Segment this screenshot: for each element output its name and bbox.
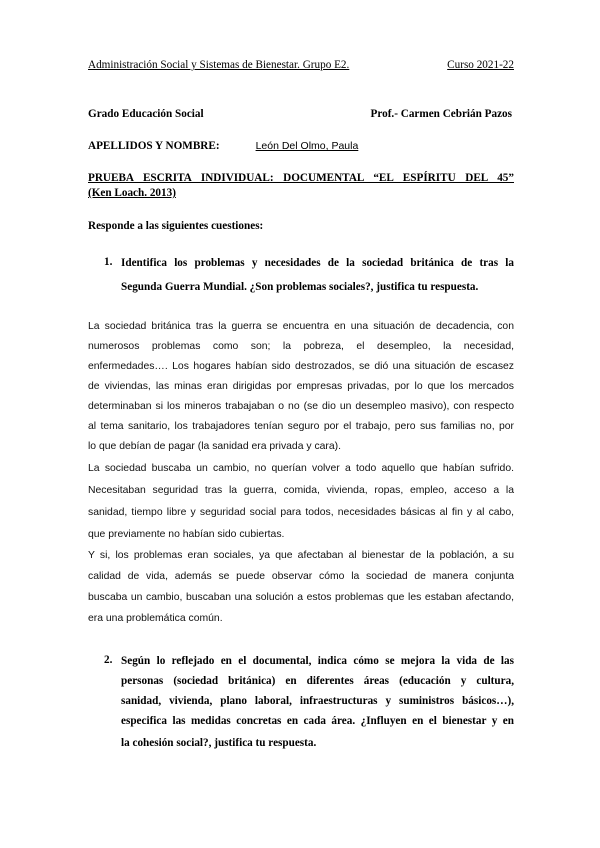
exam-title: PRUEBA ESCRITA INDIVIDUAL: DOCUMENTAL “EL ESPÍRITU DEL 45” bbox=[88, 172, 514, 184]
student-name-row bbox=[88, 139, 514, 153]
instructions: Responde a las siguientes cuestiones: bbox=[88, 220, 264, 232]
professor: Prof.- Carmen Cebrián Pazos bbox=[370, 108, 512, 120]
question-2-line: Según lo reflejado en el documental, indica cómo se mejora la vida de las bbox=[121, 655, 514, 667]
question-2-line: especifica las medidas concretas en cada área. ¿Influyen en el bienestar y en bbox=[121, 715, 514, 727]
answer-1-line: determinaban si los mineros trabajaban o no (se dio un desempleo masivo), con respecto bbox=[88, 401, 514, 412]
answer-1-line: que previamente no habían sido cubiertas. bbox=[88, 529, 285, 540]
student-name: León Del Olmo, Paula bbox=[255, 140, 359, 152]
answer-1-line: de viviendas, las minas eran dirigidas por empresas privadas, por lo que los mercados bbox=[88, 381, 514, 392]
answer-1-line: La sociedad británica tras la guerra se encuentra en una situación de decadencia, con bbox=[88, 321, 514, 332]
question-2-line: personas (sociedad británica) en diferentes áreas (educación y cultura, bbox=[121, 675, 514, 687]
course-group: Administración Social y Sistemas de Bienestar. Grupo E2. bbox=[88, 59, 350, 71]
question-1-line: Identifica los problemas y necesidades de la sociedad británica de tras la bbox=[121, 257, 514, 269]
question-1-number: 1. bbox=[104, 256, 113, 268]
answer-1-line: enfermedades…. Los hogares habían sido destrozados, se dió una situación de escasez bbox=[88, 361, 514, 372]
name-value bbox=[220, 139, 359, 153]
answer-1-line: sanidad, tiempo libre y seguridad social para todos, necesidades básicas al fin y al cabo, bbox=[88, 507, 514, 518]
course-year: Curso 2021-22 bbox=[447, 59, 514, 71]
header-row-course bbox=[88, 58, 514, 72]
answer-1-line: Necesitaban seguridad tras la guerra, comida, vivienda, ropas, empleo, acceso a la bbox=[88, 485, 514, 496]
answer-1-line: Y si, los problemas eran sociales, ya que afectaban al bienestar de la población, a su bbox=[88, 550, 514, 561]
question-2-line: la cohesión social?, justifica tu respuesta. bbox=[121, 737, 317, 749]
question-2-number: 2. bbox=[104, 654, 113, 666]
question-1-line: Segunda Guerra Mundial. ¿Son problemas sociales?, justifica tu respuesta. bbox=[121, 281, 479, 293]
answer-1-line: buscaba un cambio, buscaban una solución a estos problemas que les estaban afectando, bbox=[88, 592, 514, 603]
answer-1-line: al tema sanitario, los trabajadores tenían seguro por el trabajo, pero sus familias no, por bbox=[88, 421, 514, 432]
answer-1-line: lo que debían de pagar (la sanidad era privada y cara). bbox=[88, 441, 342, 452]
answer-1-line: La sociedad buscaba un cambio, no querían volver a todo aquello que habían sufrido. bbox=[88, 463, 514, 474]
answer-1-line: numerosos problemas como son; la pobreza, el desempleo, la necesidad, bbox=[88, 341, 514, 352]
answer-1-line: calidad de vida, además se puede observar cómo la sociedad de manera conjunta bbox=[88, 571, 514, 582]
answer-1-line: era una problemática común. bbox=[88, 613, 223, 624]
degree: Grado Educación Social bbox=[88, 108, 204, 120]
question-2-line: sanidad, vivienda, plano laboral, infraestructuras y suministros básicos…), bbox=[121, 695, 514, 707]
name-label: APELLIDOS Y NOMBRE: bbox=[88, 140, 220, 152]
header-row-degree bbox=[88, 107, 514, 121]
exam-subtitle: (Ken Loach. 2013) bbox=[88, 187, 176, 199]
